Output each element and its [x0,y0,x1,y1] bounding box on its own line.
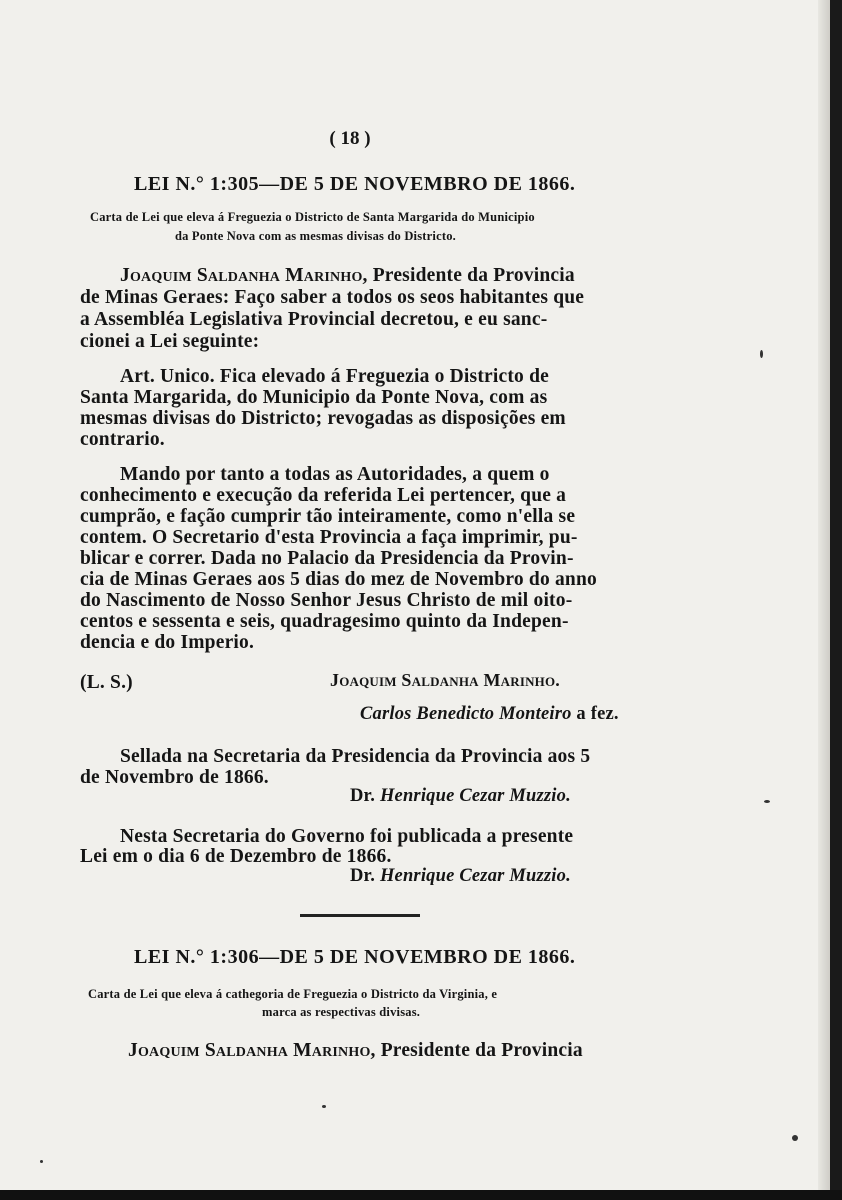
law-2-summary-line-2: marca as respectivas divisas. [262,1005,421,1019]
sealed-signature-prefix: Dr. [350,786,380,806]
sealed-line-2: de Novembro de 1866. [80,767,269,788]
mando-line-2: conhecimento e execução da referida Lei pertencer, que a [80,485,567,506]
published-line-2: Lei em o dia 6 de Dezembro de 1866. [80,846,392,867]
law-1-intro-line-3: a Assembléa Legislativa Provincial decretou, e eu sanc- [80,309,548,330]
signatory-name: Joaquim Saldanha Marinho. [330,670,560,690]
clerk-name: Carlos Benedicto Monteiro [360,704,572,724]
sealed-signature [350,786,571,807]
scan-speck [760,350,763,358]
page-edge-shadow [818,0,830,1190]
mando-line-5: blicar e correr. Dada no Palacio da Presidencia da Provin- [80,548,574,569]
scan-speck [764,800,770,803]
mando-line-9: dencia e do Imperio. [80,632,255,653]
law-1-summary-line-2: da Ponte Nova com as mesmas divisas do Districto. [175,229,456,243]
clerk-suffix: a fez. [571,704,619,724]
law-2-president-name: Joaquim Saldanha Marinho, [128,1040,376,1061]
scan-speck [40,1160,43,1163]
page-number: ( 18 ) [329,128,371,149]
law-2-summary-line-1: Carta de Lei que eleva á cathegoria de Freguezia o Districto da Virginia, e [88,987,498,1001]
law-1-summary-line-1: Carta de Lei que eleva á Freguezia o Districto de Santa Margarida do Municipio [90,210,535,224]
law-2-intro-line-1 [128,1040,583,1062]
published-line-1: Nesta Secretaria do Governo foi publicada a presente [120,826,574,847]
scan-border [0,1190,842,1200]
article-line-1: Art. Unico. Fica elevado á Freguezia o Districto de [120,366,549,387]
mando-line-1: Mando por tanto a todas as Autoridades, a quem o [120,464,550,485]
article-line-3: mesmas divisas do Districto; revogadas as disposições em [80,408,566,429]
law-1-intro-line-1 [120,265,575,287]
mando-line-3: cumprão, e fação cumprir tão inteiramente, como n'ella se [80,506,576,527]
mando-line-6: cia de Minas Geraes aos 5 dias do mez de Novembro do anno [80,569,597,590]
clerk-line [360,704,619,725]
sealed-line-1: Sellada na Secretaria da Presidencia da Provincia aos 5 [120,746,591,767]
published-signature [350,866,571,887]
law-1-heading: LEI N.° 1:305—DE 5 DE NOVEMBRO DE 1866. [134,173,576,195]
president-name: Joaquim Saldanha Marinho, [120,265,368,286]
law-1-intro-line-2: de Minas Geraes: Faço saber a todos os seos habitantes que [80,287,585,308]
section-divider [300,914,420,917]
intro-text: Presidente da Provincia [367,265,575,286]
mando-line-8: centos e sessenta e seis, quadragesimo quinto da Indepen- [80,611,569,632]
article-line-4: contrario. [80,429,165,450]
published-signature-name: Henrique Cezar Muzzio. [379,866,571,886]
law-2-intro-text: Presidente da Provincia [375,1040,583,1061]
law-2-heading: LEI N.° 1:306—DE 5 DE NOVEMBRO DE 1866. [134,946,576,968]
law-1-intro-line-4: cionei a Lei seguinte: [80,331,260,352]
scan-speck [322,1105,326,1108]
sealed-signature-name: Henrique Cezar Muzzio. [379,786,571,806]
article-line-2: Santa Margarida, do Municipio da Ponte Nova, com as [80,387,548,408]
published-signature-prefix: Dr. [350,866,380,886]
mando-line-7: do Nascimento de Nosso Senhor Jesus Christo de mil oito- [80,590,573,611]
seal-mark: (L. S.) [80,672,133,693]
scan-speck [792,1135,798,1141]
mando-line-4: contem. O Secretario d'esta Provincia a faça imprimir, pu- [80,527,578,548]
